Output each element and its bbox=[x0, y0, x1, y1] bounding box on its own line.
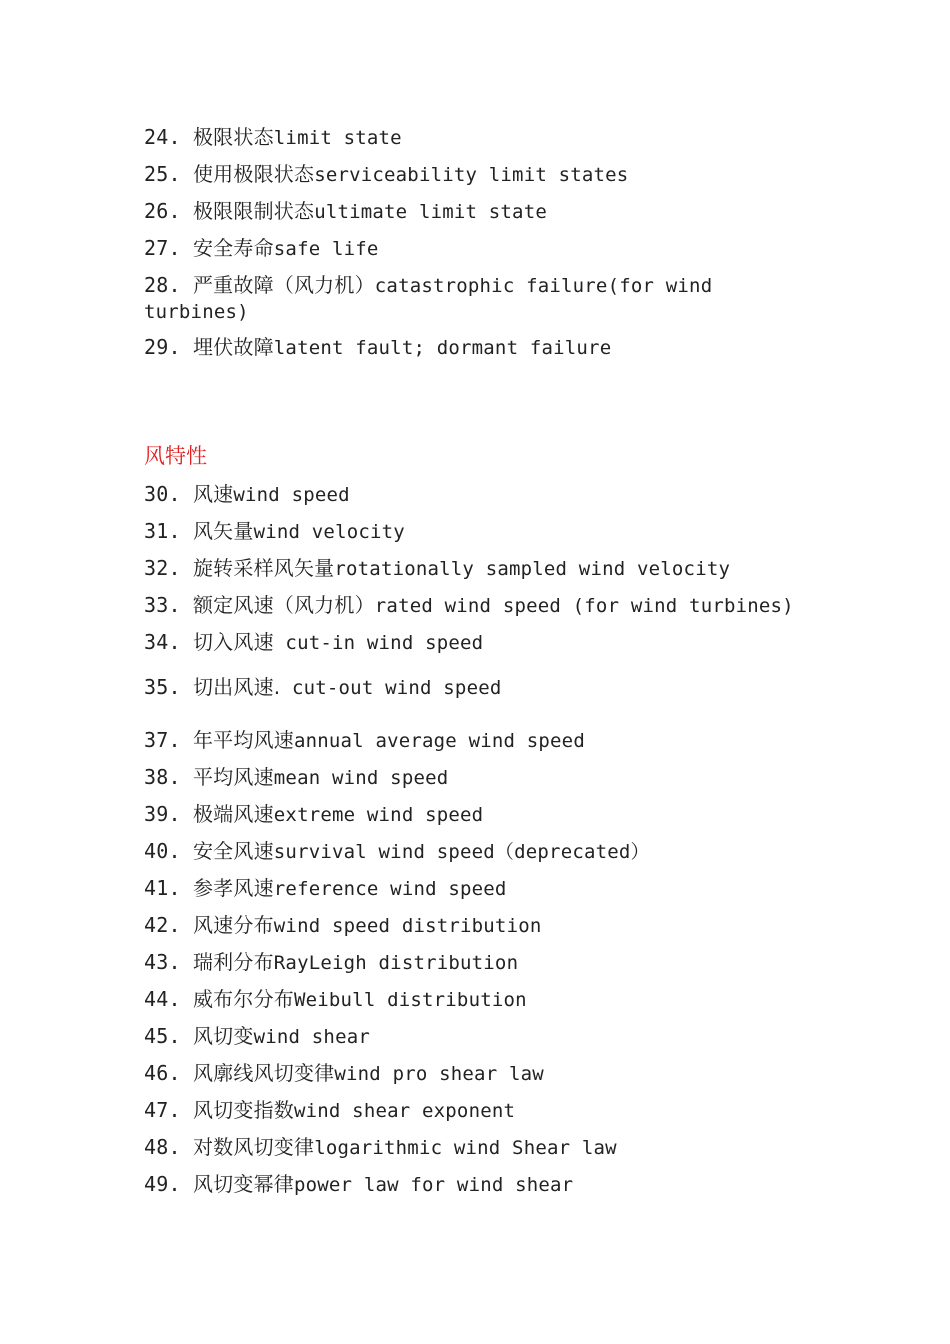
term-number: 24. bbox=[144, 125, 181, 149]
section-heading: 风特性 bbox=[144, 444, 207, 468]
term-english: limit state bbox=[273, 127, 402, 149]
term-english: serviceability limit states bbox=[314, 164, 629, 186]
term-number: 42. bbox=[144, 913, 181, 937]
term-number: 29. bbox=[144, 335, 181, 359]
term-chinese: 极限状态 bbox=[192, 125, 274, 149]
term-english: wind pro shear law bbox=[334, 1063, 544, 1085]
term-item-32 bbox=[144, 556, 824, 582]
term-chinese: 风切变指数 bbox=[192, 1098, 294, 1122]
term-item-27 bbox=[144, 236, 824, 262]
term-item-34 bbox=[144, 630, 824, 656]
term-item-31 bbox=[144, 519, 824, 545]
term-chinese: 风矢量 bbox=[192, 519, 254, 543]
term-item-26 bbox=[144, 199, 824, 225]
term-chinese: 安全风速 bbox=[192, 839, 274, 863]
term-number: 40. bbox=[144, 839, 181, 863]
term-number: 31. bbox=[144, 519, 181, 543]
term-chinese: 旋转采样风矢量 bbox=[192, 556, 335, 580]
term-english: wind speed distribution bbox=[273, 915, 542, 937]
term-english: RayLeigh distribution bbox=[273, 952, 519, 974]
term-number: 30. bbox=[144, 482, 181, 506]
term-number: 39. bbox=[144, 802, 181, 826]
term-item-45 bbox=[144, 1024, 824, 1050]
term-chinese: 年平均风速 bbox=[192, 728, 294, 752]
term-item-46 bbox=[144, 1061, 824, 1087]
term-item-37 bbox=[144, 728, 824, 754]
term-chinese: 风切变幂律 bbox=[192, 1172, 294, 1196]
term-english: reference wind speed bbox=[273, 878, 507, 900]
term-item-33 bbox=[144, 593, 844, 619]
term-item-30 bbox=[144, 482, 824, 508]
term-number: 26. bbox=[144, 199, 181, 223]
term-chinese: 风廓线风切变律 bbox=[192, 1061, 335, 1085]
term-item-28 bbox=[144, 273, 734, 325]
term-chinese: 使用极限状态 bbox=[192, 162, 315, 186]
term-english: rated wind speed (for wind turbines) bbox=[374, 595, 794, 617]
term-number: 34. bbox=[144, 630, 181, 654]
term-item-41 bbox=[144, 876, 824, 902]
term-number: 35. bbox=[144, 675, 181, 699]
term-english: cut-out wind speed bbox=[280, 677, 502, 699]
term-item-35 bbox=[144, 675, 824, 701]
term-english: extreme wind speed bbox=[273, 804, 484, 826]
term-item-49 bbox=[144, 1172, 824, 1198]
term-chinese: 参孝风速 bbox=[192, 876, 274, 900]
term-english: wind speed bbox=[233, 484, 350, 506]
term-english: logarithmic wind Shear law bbox=[314, 1137, 617, 1159]
term-chinese: 风速分布 bbox=[192, 913, 274, 937]
term-english: latent fault; dormant failure bbox=[273, 337, 612, 359]
term-english: ultimate limit state bbox=[314, 201, 547, 223]
term-number: 32. bbox=[144, 556, 181, 580]
term-number: 37. bbox=[144, 728, 181, 752]
term-item-43 bbox=[144, 950, 824, 976]
term-chinese: 严重故障（风力机） bbox=[192, 273, 375, 297]
term-number: 25. bbox=[144, 162, 181, 186]
term-chinese: 安全寿命 bbox=[192, 236, 274, 260]
term-item-42 bbox=[144, 913, 824, 939]
term-number: 46. bbox=[144, 1061, 181, 1085]
term-chinese: 风速 bbox=[192, 482, 234, 506]
term-english: mean wind speed bbox=[273, 767, 449, 789]
term-chinese: 埋伏故障 bbox=[192, 335, 274, 359]
term-item-47 bbox=[144, 1098, 824, 1124]
term-chinese: 平均风速 bbox=[192, 765, 274, 789]
term-english: cut-in wind speed bbox=[273, 632, 484, 654]
term-item-29 bbox=[144, 335, 824, 361]
term-number: 41. bbox=[144, 876, 181, 900]
term-english: wind velocity bbox=[253, 521, 405, 543]
term-english: Weibull distribution bbox=[293, 989, 527, 1011]
term-number: 28. bbox=[144, 273, 181, 297]
term-english: rotationally sampled wind velocity bbox=[334, 558, 731, 580]
term-chinese: 切入风速 bbox=[192, 630, 274, 654]
term-chinese: 对数风切变律 bbox=[192, 1135, 315, 1159]
term-chinese: 切出风速. bbox=[192, 675, 281, 699]
term-number: 45. bbox=[144, 1024, 181, 1048]
term-chinese: 额定风速（风力机） bbox=[192, 593, 375, 617]
term-chinese: 风切变 bbox=[192, 1024, 254, 1048]
term-number: 47. bbox=[144, 1098, 181, 1122]
term-chinese: 瑞利分布 bbox=[192, 950, 274, 974]
term-item-40 bbox=[144, 839, 824, 865]
term-english: power law for wind shear bbox=[293, 1174, 574, 1196]
term-item-48 bbox=[144, 1135, 824, 1161]
term-english: wind shear exponent bbox=[293, 1100, 516, 1122]
term-english: safe life bbox=[273, 238, 379, 260]
term-english: wind shear bbox=[253, 1026, 370, 1048]
term-item-44 bbox=[144, 987, 824, 1013]
term-english: annual average wind speed bbox=[293, 730, 585, 752]
term-item-39 bbox=[144, 802, 824, 828]
term-number: 38. bbox=[144, 765, 181, 789]
term-chinese: 极限限制状态 bbox=[192, 199, 315, 223]
term-chinese: 威布尔分布 bbox=[192, 987, 294, 1011]
term-number: 33. bbox=[144, 593, 181, 617]
term-item-38 bbox=[144, 765, 824, 791]
term-english: catastrophic failure(for wind turbines) bbox=[144, 275, 724, 323]
term-number: 48. bbox=[144, 1135, 181, 1159]
term-number: 43. bbox=[144, 950, 181, 974]
term-number: 44. bbox=[144, 987, 181, 1011]
term-number: 49. bbox=[144, 1172, 181, 1196]
term-chinese: 极端风速 bbox=[192, 802, 274, 826]
term-item-24 bbox=[144, 125, 824, 151]
term-number: 27. bbox=[144, 236, 181, 260]
term-item-25 bbox=[144, 162, 824, 188]
term-english: survival wind speed（deprecated） bbox=[273, 841, 650, 863]
